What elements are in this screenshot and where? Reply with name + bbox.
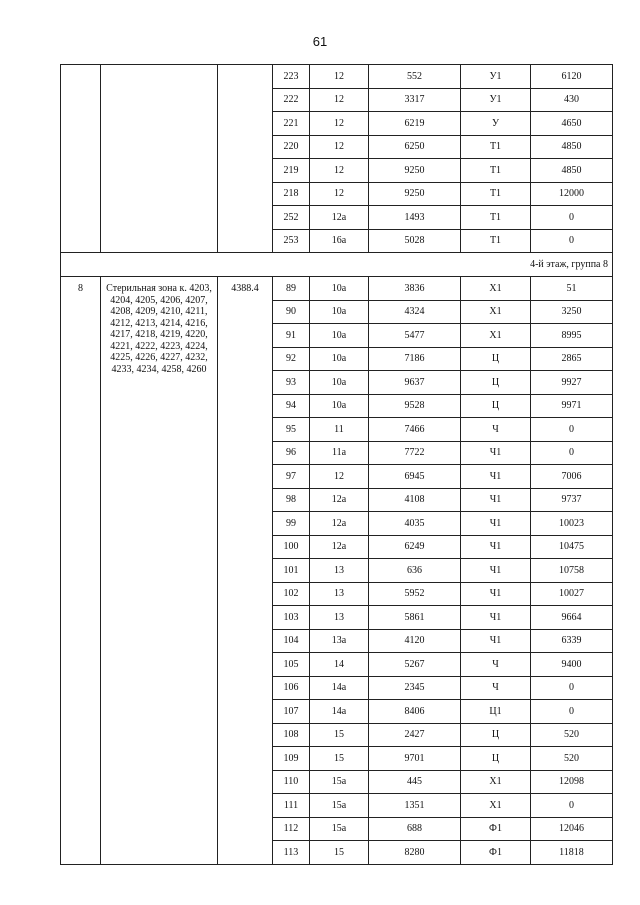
measured-value: 4120 <box>369 629 461 653</box>
measured-value: 6249 <box>369 535 461 559</box>
group-index-cell <box>61 65 101 253</box>
class-code: Ц1 <box>461 700 531 724</box>
measured-value: 9250 <box>369 159 461 183</box>
class-code: Ч1 <box>461 629 531 653</box>
class-code: Ч1 <box>461 512 531 536</box>
class-code: Т1 <box>461 206 531 230</box>
point-number: 222 <box>273 88 310 112</box>
point-number: 253 <box>273 229 310 253</box>
result-value: 9400 <box>531 653 613 677</box>
class-code: У <box>461 112 531 136</box>
class-code: Х1 <box>461 277 531 301</box>
class-code: Т1 <box>461 159 531 183</box>
point-type: 12 <box>310 135 369 159</box>
result-value: 6339 <box>531 629 613 653</box>
result-value: 4850 <box>531 159 613 183</box>
result-value: 10023 <box>531 512 613 536</box>
result-value: 9737 <box>531 488 613 512</box>
point-type: 15 <box>310 841 369 865</box>
class-code: Ц <box>461 723 531 747</box>
group-header-section <box>61 253 613 277</box>
class-code: Ф1 <box>461 817 531 841</box>
point-type: 15а <box>310 770 369 794</box>
point-type: 15а <box>310 817 369 841</box>
point-number: 110 <box>273 770 310 794</box>
result-value: 3250 <box>531 300 613 324</box>
measured-value: 5952 <box>369 582 461 606</box>
point-number: 219 <box>273 159 310 183</box>
measured-value: 5267 <box>369 653 461 677</box>
measured-value: 3317 <box>369 88 461 112</box>
measured-value: 552 <box>369 65 461 89</box>
point-number: 93 <box>273 371 310 395</box>
result-value: 12000 <box>531 182 613 206</box>
measured-value: 3836 <box>369 277 461 301</box>
result-value: 0 <box>531 700 613 724</box>
room-area: 4388.4 <box>218 277 273 865</box>
upper-rows <box>61 65 613 253</box>
measured-value: 7466 <box>369 418 461 442</box>
point-number: 105 <box>273 653 310 677</box>
lower-rows <box>61 277 613 865</box>
table-row <box>61 277 613 301</box>
measured-value: 445 <box>369 770 461 794</box>
point-number: 223 <box>273 65 310 89</box>
result-value: 2865 <box>531 347 613 371</box>
point-type: 14а <box>310 700 369 724</box>
measured-value: 636 <box>369 559 461 583</box>
result-value: 7006 <box>531 465 613 489</box>
point-type: 10а <box>310 394 369 418</box>
result-value: 520 <box>531 747 613 771</box>
result-value: 0 <box>531 418 613 442</box>
result-value: 11818 <box>531 841 613 865</box>
result-value: 9927 <box>531 371 613 395</box>
result-value: 10027 <box>531 582 613 606</box>
point-type: 13 <box>310 582 369 606</box>
result-value: 0 <box>531 441 613 465</box>
point-type: 11а <box>310 441 369 465</box>
class-code: Ч1 <box>461 582 531 606</box>
group-index: 8 <box>61 277 101 865</box>
point-number: 92 <box>273 347 310 371</box>
point-type: 10а <box>310 277 369 301</box>
class-code: Ч1 <box>461 488 531 512</box>
measured-value: 9637 <box>369 371 461 395</box>
measured-value: 5861 <box>369 606 461 630</box>
class-code: Х1 <box>461 324 531 348</box>
page-number: 61 <box>312 34 328 49</box>
point-type: 15 <box>310 747 369 771</box>
measured-value: 7186 <box>369 347 461 371</box>
class-code: Т1 <box>461 229 531 253</box>
measured-value: 8406 <box>369 700 461 724</box>
point-number: 94 <box>273 394 310 418</box>
result-value: 0 <box>531 206 613 230</box>
point-type: 13 <box>310 559 369 583</box>
class-code: У1 <box>461 65 531 89</box>
class-code: Ч <box>461 676 531 700</box>
class-code: Х1 <box>461 770 531 794</box>
measured-value: 6250 <box>369 135 461 159</box>
point-number: 90 <box>273 300 310 324</box>
result-value: 9971 <box>531 394 613 418</box>
class-code: Т1 <box>461 182 531 206</box>
point-number: 99 <box>273 512 310 536</box>
point-number: 97 <box>273 465 310 489</box>
measured-value: 4324 <box>369 300 461 324</box>
point-type: 13а <box>310 629 369 653</box>
point-number: 111 <box>273 794 310 818</box>
measured-value: 9528 <box>369 394 461 418</box>
table-row <box>61 65 613 89</box>
group-header-row <box>61 253 613 277</box>
point-number: 100 <box>273 535 310 559</box>
class-code: У1 <box>461 88 531 112</box>
result-value: 430 <box>531 88 613 112</box>
point-number: 113 <box>273 841 310 865</box>
point-type: 12 <box>310 88 369 112</box>
result-value: 51 <box>531 277 613 301</box>
point-type: 12 <box>310 182 369 206</box>
point-number: 108 <box>273 723 310 747</box>
class-code: Ч1 <box>461 535 531 559</box>
result-value: 9664 <box>531 606 613 630</box>
point-number: 221 <box>273 112 310 136</box>
point-type: 12 <box>310 65 369 89</box>
point-number: 102 <box>273 582 310 606</box>
class-code: Ц <box>461 371 531 395</box>
point-type: 12 <box>310 465 369 489</box>
point-number: 252 <box>273 206 310 230</box>
point-type: 15 <box>310 723 369 747</box>
point-type: 12а <box>310 512 369 536</box>
class-code: Ф1 <box>461 841 531 865</box>
point-type: 15а <box>310 794 369 818</box>
point-type: 12 <box>310 112 369 136</box>
result-value: 10758 <box>531 559 613 583</box>
class-code: Ц <box>461 394 531 418</box>
point-number: 104 <box>273 629 310 653</box>
point-type: 10а <box>310 324 369 348</box>
point-number: 95 <box>273 418 310 442</box>
point-type: 10а <box>310 371 369 395</box>
result-value: 4850 <box>531 135 613 159</box>
measured-value: 6945 <box>369 465 461 489</box>
point-number: 103 <box>273 606 310 630</box>
point-type: 11 <box>310 418 369 442</box>
class-code: Ц <box>461 747 531 771</box>
measured-value: 4108 <box>369 488 461 512</box>
result-value: 0 <box>531 676 613 700</box>
point-type: 14а <box>310 676 369 700</box>
measured-value: 1351 <box>369 794 461 818</box>
point-number: 89 <box>273 277 310 301</box>
area-cell <box>218 65 273 253</box>
result-value: 8995 <box>531 324 613 348</box>
measured-value: 8280 <box>369 841 461 865</box>
point-number: 101 <box>273 559 310 583</box>
measured-value: 5477 <box>369 324 461 348</box>
measured-value: 9701 <box>369 747 461 771</box>
point-number: 220 <box>273 135 310 159</box>
point-type: 16а <box>310 229 369 253</box>
result-value: 520 <box>531 723 613 747</box>
class-code: Ч <box>461 418 531 442</box>
measured-value: 7722 <box>369 441 461 465</box>
result-value: 12098 <box>531 770 613 794</box>
measured-value: 2345 <box>369 676 461 700</box>
result-value: 12046 <box>531 817 613 841</box>
room-name: Стерильная зона к. 4203, 4204, 4205, 4206, 4207, 4208, 4209, 4210, 4211, 4212, 4213, 4214, 4216, 4217, 4218, 4219, 4220, 4221, 4222, 4223, 4224, 4225, 4226, 4227, 4232, 4233, 4234, 4258, 4260 <box>106 283 212 375</box>
class-code: Ч1 <box>461 559 531 583</box>
class-code: Ц <box>461 347 531 371</box>
result-value: 4650 <box>531 112 613 136</box>
point-type: 12а <box>310 488 369 512</box>
class-code: Ч1 <box>461 465 531 489</box>
point-type: 10а <box>310 347 369 371</box>
point-type: 14 <box>310 653 369 677</box>
point-type: 10а <box>310 300 369 324</box>
result-value: 0 <box>531 794 613 818</box>
measured-value: 9250 <box>369 182 461 206</box>
class-code: Х1 <box>461 794 531 818</box>
class-code: Х1 <box>461 300 531 324</box>
point-number: 98 <box>273 488 310 512</box>
point-type: 12 <box>310 159 369 183</box>
point-number: 112 <box>273 817 310 841</box>
measured-value: 2427 <box>369 723 461 747</box>
room-name-cell <box>101 65 218 253</box>
point-number: 96 <box>273 441 310 465</box>
measured-value: 1493 <box>369 206 461 230</box>
class-code: Ч1 <box>461 606 531 630</box>
class-code: Ч1 <box>461 441 531 465</box>
measurement-table <box>60 64 613 865</box>
point-number: 107 <box>273 700 310 724</box>
point-type: 12а <box>310 535 369 559</box>
point-number: 91 <box>273 324 310 348</box>
point-number: 106 <box>273 676 310 700</box>
measured-value: 688 <box>369 817 461 841</box>
point-type: 13 <box>310 606 369 630</box>
result-value: 10475 <box>531 535 613 559</box>
class-code: Ч <box>461 653 531 677</box>
point-number: 109 <box>273 747 310 771</box>
room-name-cell <box>101 277 218 865</box>
result-value: 0 <box>531 229 613 253</box>
class-code: Т1 <box>461 135 531 159</box>
point-type: 12а <box>310 206 369 230</box>
group-header: 4-й этаж, группа 8 <box>61 253 613 277</box>
result-value: 6120 <box>531 65 613 89</box>
measured-value: 6219 <box>369 112 461 136</box>
measured-value: 5028 <box>369 229 461 253</box>
measured-value: 4035 <box>369 512 461 536</box>
point-number: 218 <box>273 182 310 206</box>
